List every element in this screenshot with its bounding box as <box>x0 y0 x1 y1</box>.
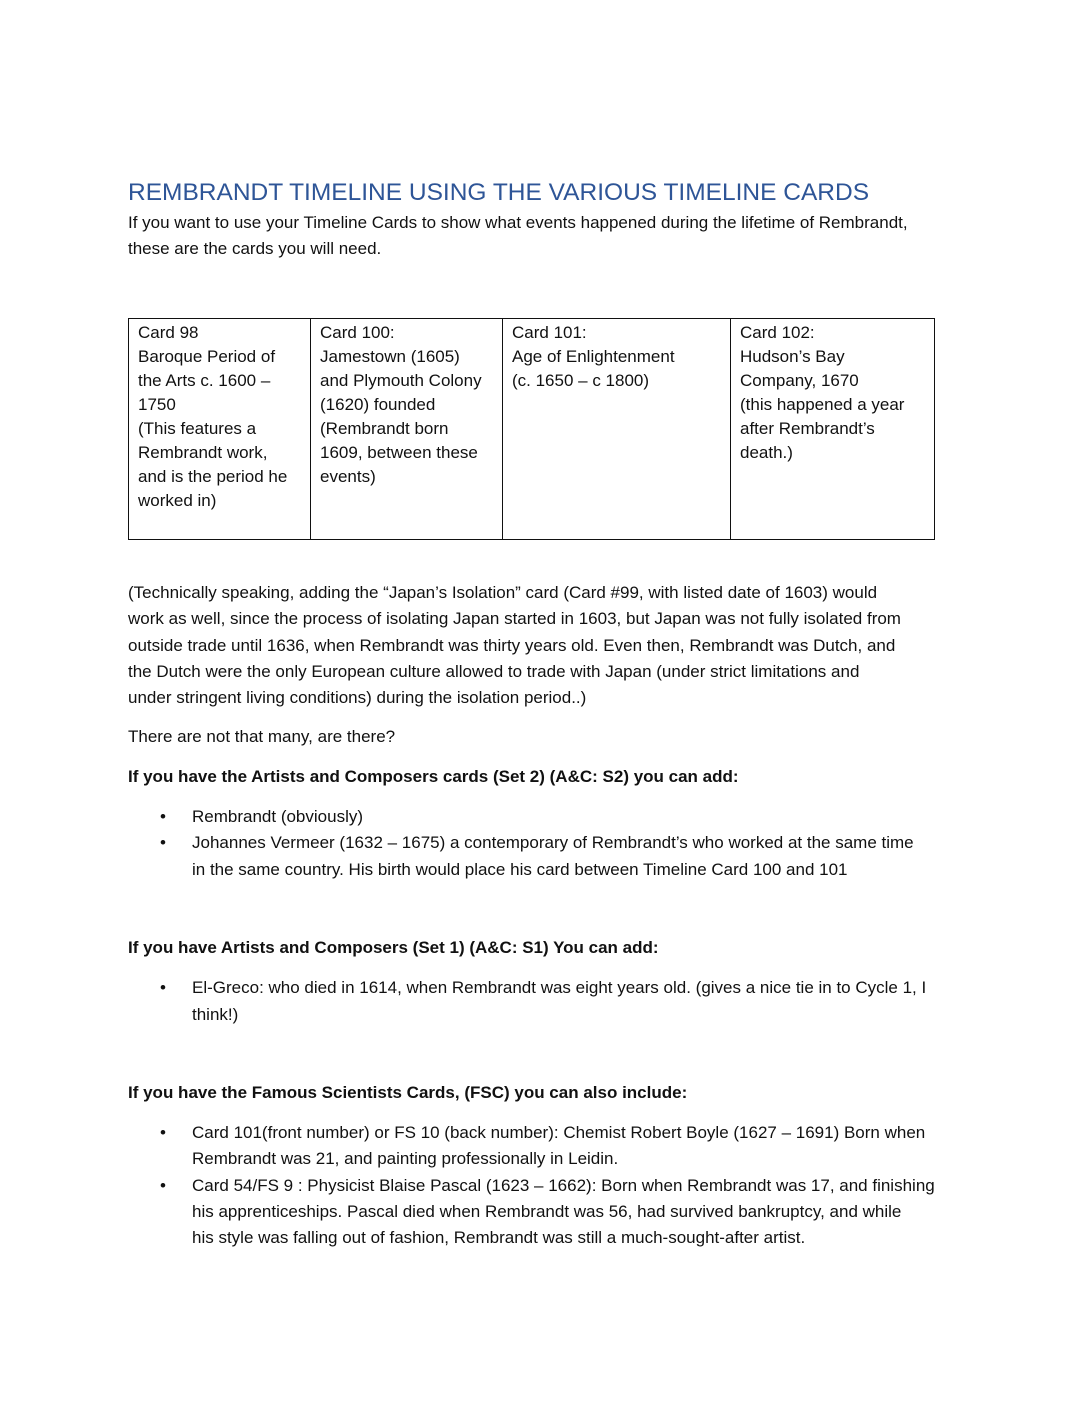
list-item <box>128 1120 964 1173</box>
technical-note-paragraph <box>128 580 964 711</box>
text-line: (Technically speaking, adding the “Japan’s Isolation” card (Card #99, with listed date of 1603) would <box>128 583 878 602</box>
card-line: after Rembrandt’s <box>740 419 875 438</box>
card-line: Company, 1670 <box>740 371 859 390</box>
section-heading: If you have the Famous Scientists Cards, (FSC) you can also include: <box>128 1082 688 1102</box>
card-line: and Plymouth Colony <box>320 371 482 390</box>
bullet-glyph: • <box>160 833 166 853</box>
card-line: Baroque Period of <box>138 347 276 366</box>
section-heading: If you have the Artists and Composers cards (Set 2) (A&C: S2) you can add: <box>128 766 739 786</box>
item-line: Johannes Vermeer (1632 – 1675) a contemporary of Rembrandt’s who worked at the same time <box>192 833 914 853</box>
header-block <box>128 176 964 261</box>
item-line: think!) <box>192 1004 239 1024</box>
item-line: Card 101(front number) or FS 10 (back number): Chemist Robert Boyle (1627 – 1691) Born when <box>192 1123 926 1143</box>
section-heading: If you have Artists and Composers (Set 1) (A&C: S1) You can add: <box>128 937 659 957</box>
card-cell-101 <box>503 319 731 540</box>
card-cell-102 <box>731 319 935 540</box>
item-line: his style was falling out of fashion, Rembrandt was still a much-sought-after artist. <box>192 1228 806 1248</box>
card-line: Hudson’s Bay <box>740 347 845 366</box>
bullet-glyph: • <box>160 807 166 827</box>
bullet-list <box>128 1120 964 1251</box>
intro-line: If you want to use your Timeline Cards to show what events happened during the lifetime of Rembrandt, <box>128 213 908 232</box>
card-line: and is the period he <box>138 467 288 486</box>
item-line: El-Greco: who died in 1614, when Rembrandt was eight years old. (gives a nice tie in to Cycle 1, I <box>192 978 927 998</box>
list-item <box>128 804 964 830</box>
card-line: Card 102: <box>740 323 815 342</box>
card-line: Card 101: <box>512 323 587 342</box>
item-line: Card 54/FS 9 : Physicist Blaise Pascal (1623 – 1662): Born when Rembrandt was 17, and finishing <box>192 1175 935 1195</box>
page-title: REMBRANDT TIMELINE USING THE VARIOUS TIMELINE CARDS <box>128 179 870 206</box>
item-line: his apprenticeships. Pascal died when Rembrandt was 56, had survived bankruptcy, and while <box>192 1202 902 1222</box>
not-many-paragraph: There are not that many, are there? <box>128 727 396 747</box>
card-line: events) <box>320 467 376 486</box>
text-line: outside trade until 1636, when Rembrandt was thirty years old. Even then, Rembrandt was Dutch, and <box>128 635 896 655</box>
bullet-glyph: • <box>160 1175 166 1195</box>
list-item <box>128 830 964 883</box>
card-line: (Rembrandt born <box>320 419 449 438</box>
bullet-list <box>128 804 964 883</box>
item-line: in the same country. His birth would place his card between Timeline Card 100 and 101 <box>192 859 848 879</box>
card-line: Rembrandt work, <box>138 443 268 462</box>
intro-paragraph <box>128 210 964 261</box>
card-line: worked in) <box>138 491 217 510</box>
card-line: Age of Enlightenment <box>512 347 675 366</box>
card-line: death.) <box>740 443 793 462</box>
card-cell-100 <box>311 319 503 540</box>
card-line: (c. 1650 – c 1800) <box>512 371 650 390</box>
timeline-cards-table <box>128 318 935 540</box>
list-item <box>128 975 964 1028</box>
body-text <box>128 580 964 1252</box>
card-line: Jamestown (1605) <box>320 347 460 366</box>
text-line: under stringent living conditions) during the isolation period..) <box>128 688 587 708</box>
item-line: Rembrandt (obviously) <box>192 807 364 827</box>
bullet-list <box>128 975 964 1028</box>
bullet-glyph: • <box>160 1123 166 1143</box>
card-line: (This features a <box>138 419 257 438</box>
list-item <box>128 1173 964 1252</box>
card-line: (this happened a year <box>740 395 905 414</box>
card-line: the Arts c. 1600 – <box>138 371 271 390</box>
bullet-glyph: • <box>160 978 166 998</box>
text-line: work as well, since the process of isolating Japan started in 1603, but Japan was not fully isolated from <box>128 609 901 629</box>
card-line: (1620) founded <box>320 395 436 414</box>
card-line: Card 100: <box>320 323 395 342</box>
intro-line: these are the cards you will need. <box>128 238 382 258</box>
text-line: the Dutch were the only European culture allowed to trade with Japan (under strict limitations and <box>128 661 860 681</box>
card-line: 1609, between these <box>320 443 478 462</box>
card-cell-98 <box>129 319 311 540</box>
card-line: Card 98 <box>138 323 199 342</box>
card-line: 1750 <box>138 395 176 414</box>
table-row <box>129 319 935 540</box>
item-line: Rembrandt was 21, and painting professionally in Leidin. <box>192 1149 619 1169</box>
